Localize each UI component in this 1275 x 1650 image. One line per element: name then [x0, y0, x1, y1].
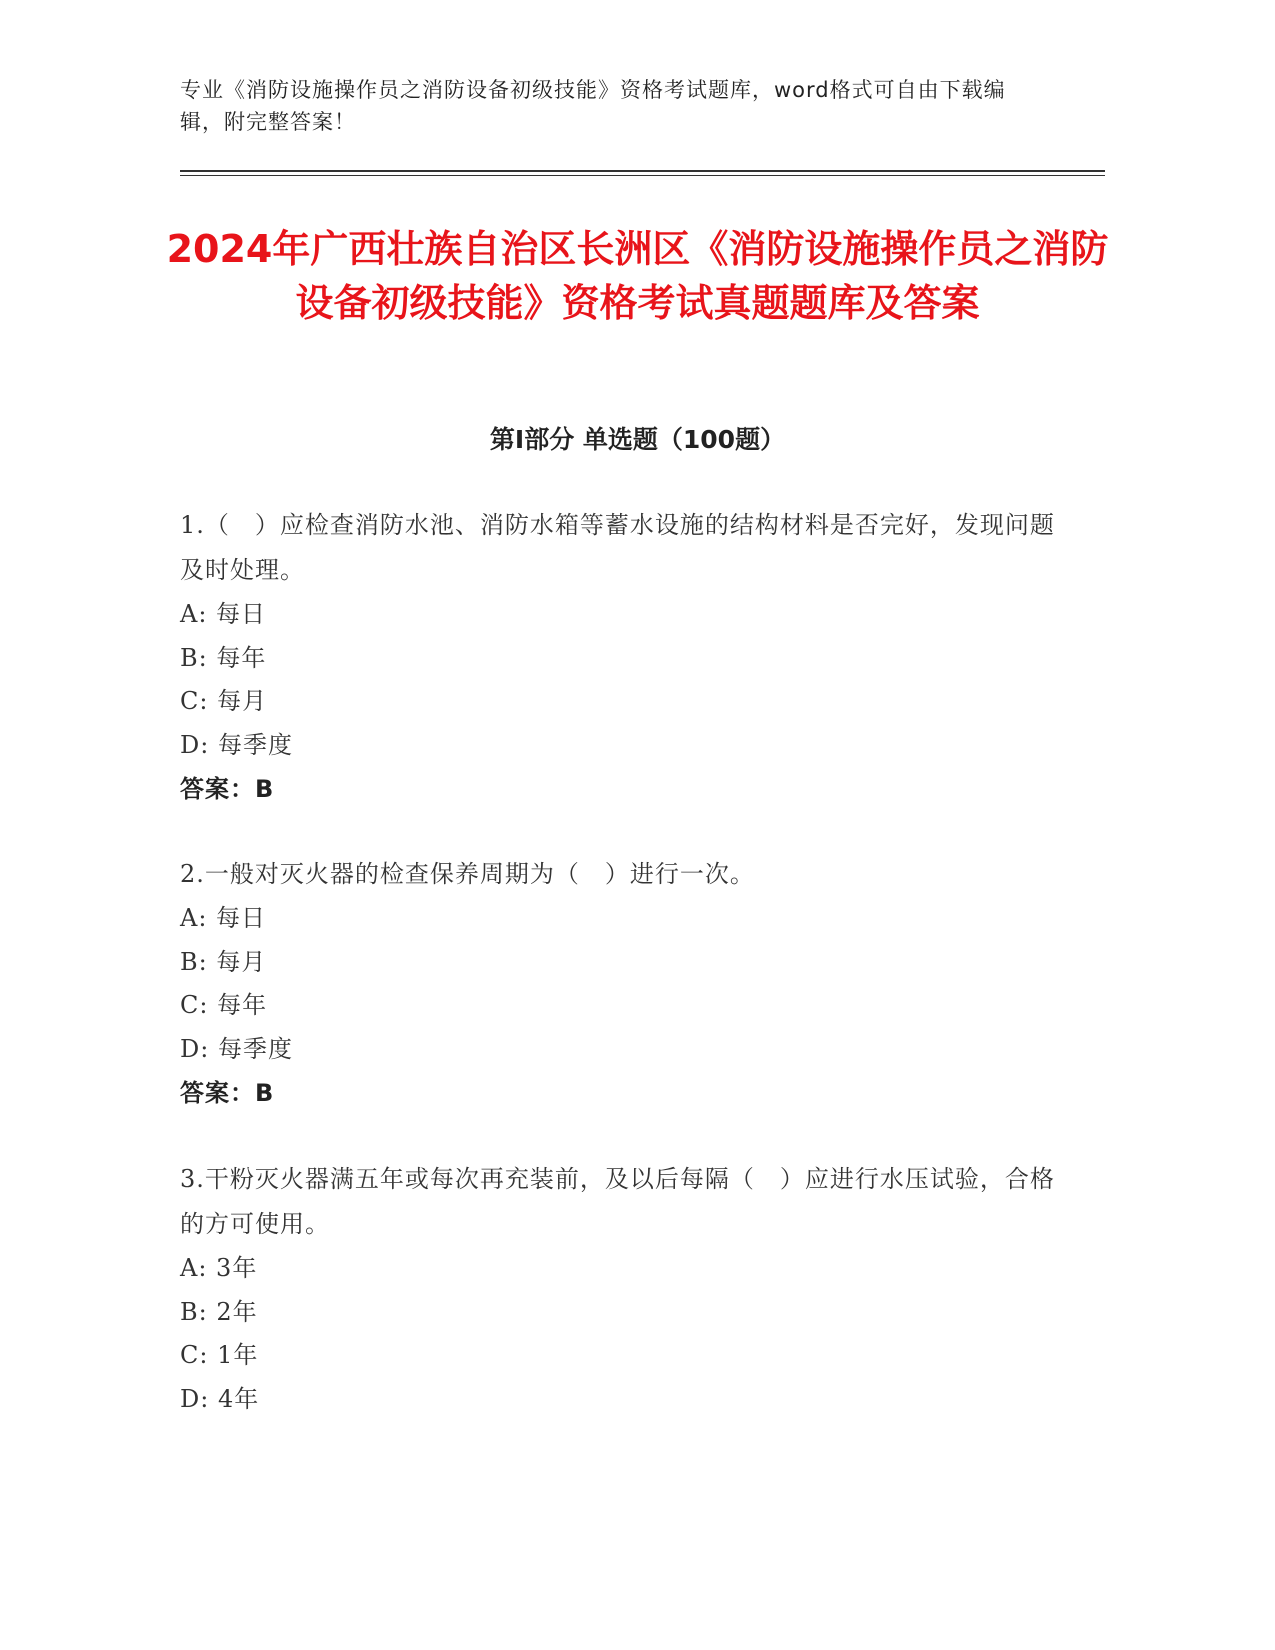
option-c: C: 1年 — [180, 1341, 259, 1369]
question-stem: 1.（ ）应检查消防水池、消防水箱等蓄水设施的结构材料是否完好，发现问题及时处理。 — [180, 511, 1055, 584]
header-divider — [180, 170, 1105, 172]
option-d: D: 4年 — [180, 1384, 260, 1413]
option-a: A: 3年 — [180, 1254, 258, 1282]
question-block — [180, 1157, 1060, 1421]
question-stem: 2.一般对灭火器的检查保养周期为（ ）进行一次。 — [180, 860, 755, 888]
option-c: C: 每月 — [180, 687, 268, 715]
section-heading: 第I部分 单选题（100题） — [489, 425, 786, 454]
option-b: B: 每月 — [180, 947, 267, 976]
header-divider-thin — [180, 175, 1105, 176]
option-b: B: 每年 — [180, 643, 267, 672]
answer: 答案：B — [180, 1079, 275, 1107]
question-block — [180, 503, 1060, 811]
question-block — [180, 852, 1060, 1115]
document-title: 2024年广西壮族自治区长洲区《消防设施操作员之消防设备初级技能》资格考试真题题库及答案 — [166, 227, 1109, 325]
header-note: 专业《消防设施操作员之消防设备初级技能》资格考试题库，word格式可自由下载编辑，附完整答案！ — [180, 78, 1006, 134]
option-b: B: 2年 — [180, 1297, 258, 1326]
option-a: A: 每日 — [180, 600, 267, 628]
option-d: D: 每季度 — [180, 730, 293, 759]
question-stem: 3.干粉灭火器满五年或每次再充装前，及以后每隔（ ）应进行水压试验，合格的方可使用。 — [180, 1165, 1055, 1238]
option-d: D: 每季度 — [180, 1034, 293, 1063]
option-a: A: 每日 — [180, 904, 267, 932]
answer: 答案：B — [180, 775, 275, 803]
option-c: C: 每年 — [180, 991, 268, 1019]
